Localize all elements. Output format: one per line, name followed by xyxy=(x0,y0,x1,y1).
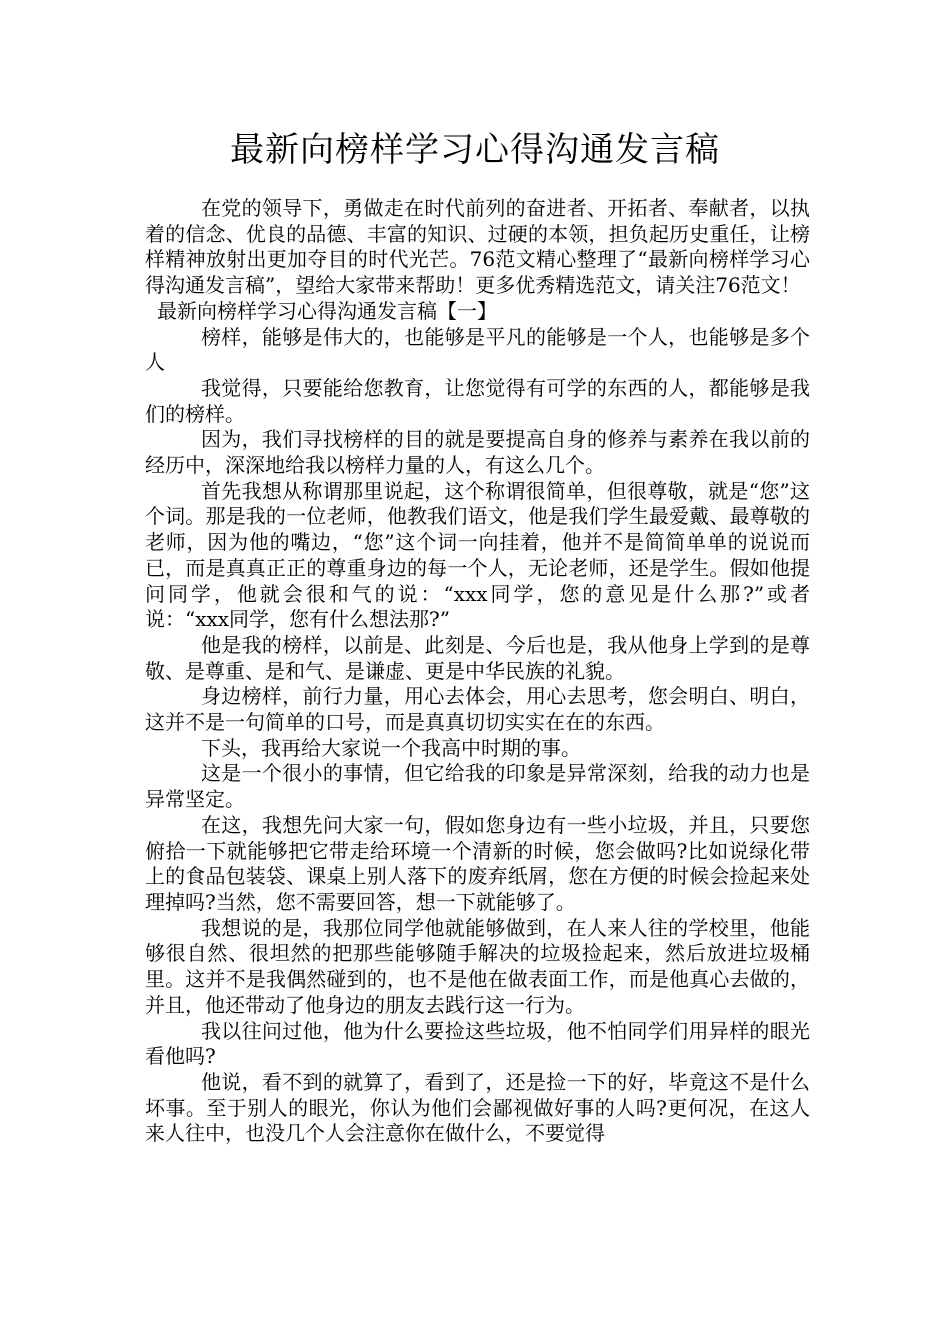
body-paragraph: 首先我想从称谓那里说起，这个称谓很简单，但很尊敬，就是“您”这个词。那是我的一位老师，他教我们语文，他是我们学生最爱戴、最尊敬的老师，因为他的嘴边，“您”这个词一向挂着，他并不是简简单单的说说而已，而是真真正正的尊重身边的每一个人，无论老师，还是学生。假如他提问同学，他就会很和气的说：“xxx同学，您的意见是什么那?”或者说：“xxx同学，您有什么想法那?” xyxy=(145,478,810,632)
body-paragraph: 他说，看不到的就算了，看到了，还是捡一下的好，毕竟这不是什么坏事。至于别人的眼光，你认为他们会鄙视做好事的人吗?更何况，在这人来人往中，也没几个人会注意你在做什么，不要觉得 xyxy=(145,1069,810,1146)
body-paragraph: 下头，我再给大家说一个我高中时期的事。 xyxy=(201,735,581,760)
document-title: 最新向榜样学习心得沟通发言稿 xyxy=(230,130,720,170)
body-paragraph: 身边榜样，前行力量，用心去体会，用心去思考，您会明白、明白，这并不是一句简单的口号，而是真真切切实实在在的东西。 xyxy=(145,684,810,735)
body-paragraph: 在这，我想先问大家一句，假如您身边有一些小垃圾，并且，只要您俯拾一下就能够把它带走给环境一个清新的时候，您会做吗?比如说绿化带上的食品包装袋、课桌上别人落下的废弃纸屑，您在方便的时候会捡起来处理掉吗?当然，您不需要回答，想一下就能够了。 xyxy=(145,812,810,914)
body-paragraph: 我以往问过他，他为什么要捡这些垃圾，他不怕同学们用异样的眼光看他吗? xyxy=(145,1018,810,1069)
body-paragraph: 榜样，能够是伟大的，也能够是平凡的能够是一个人，也能够是多个人 xyxy=(145,324,810,375)
body-paragraph: 这是一个很小的事情，但它给我的印象是异常深刻，给我的动力也是异常坚定。 xyxy=(145,761,810,812)
document-body xyxy=(145,196,810,1147)
body-paragraph: 我觉得，只要能给您教育，让您觉得有可学的东西的人，都能够是我们的榜样。 xyxy=(145,375,810,426)
body-paragraph: 他是我的榜样，以前是、此刻是、今后也是，我从他身上学到的是尊敬、是尊重、是和气、是谦虚、更是中华民族的礼貌。 xyxy=(145,632,810,683)
body-paragraph: 我想说的是，我那位同学他就能够做到，在人来人往的学校里，他能够很自然、很坦然的把那些能够随手解决的垃圾捡起来，然后放进垃圾桶里。这并不是我偶然碰到的，也不是他在做表面工作，而是他真心去做的，并且，他还带动了他身边的朋友去践行这一行为。 xyxy=(145,915,810,1017)
body-paragraph: 因为，我们寻找榜样的目的就是要提高自身的修养与素养在我以前的经历中，深深地给我以榜样力量的人，有这么几个。 xyxy=(145,427,810,478)
intro-paragraph: 在党的领导下，勇做走在时代前列的奋进者、开拓者、奉献者，以执着的信念、优良的品德、丰富的知识、过硬的本领，担负起历史重任，让榜样精神放射出更加夺目的时代光芒。76范文精心整理了“最新向榜样学习心得沟通发言稿”，望给大家带来帮助！更多优秀精选范文，请关注76范文！ xyxy=(145,196,810,298)
section-heading: 最新向榜样学习心得沟通发言稿【一】 xyxy=(157,298,497,323)
